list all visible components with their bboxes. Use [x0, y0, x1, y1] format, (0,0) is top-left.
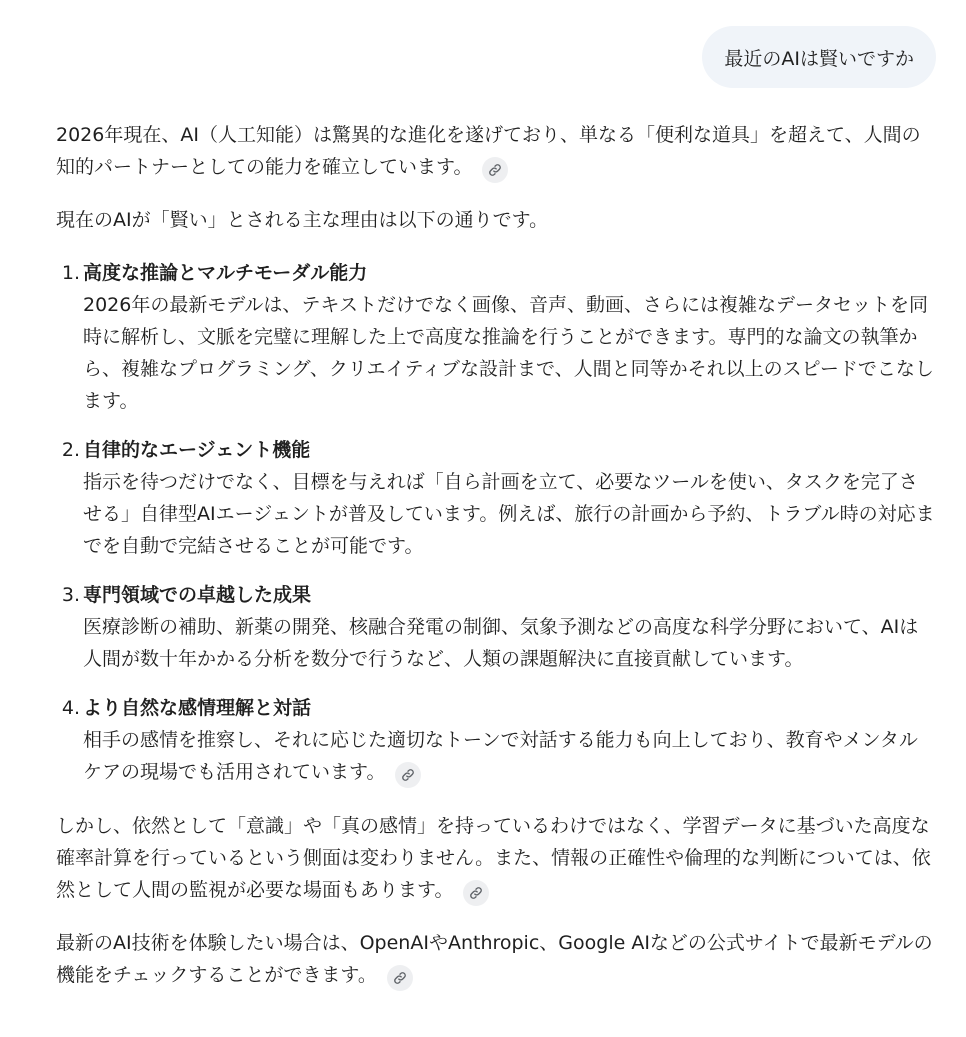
link-icon [393, 971, 407, 985]
list-item-title: 高度な推論とマルチモーダル能力 [83, 262, 368, 284]
list-item [56, 257, 936, 417]
citation-link-button[interactable] [482, 157, 508, 183]
link-icon [488, 163, 502, 177]
response-closing-text: 最新のAI技術を体験したい場合は、OpenAIやAnthropic、Google AIなどの公式サイトで最新モデルの機能をチェックすることができます。 [56, 932, 933, 986]
list-item [56, 579, 936, 675]
list-item [56, 434, 936, 562]
response-intro [56, 119, 936, 183]
response-caveat-text: しかし、依然として「意識」や「真の感情」を持っているわけではなく、学習データに基づいた高度な確率計算を行っているという側面は変わりません。また、情報の正確性や倫理的な判断については、依然として人間の監視が必要な場面もあります。 [56, 815, 931, 901]
list-item-number: 3. [61, 584, 80, 606]
list-item-title: 専門領域での卓越した成果 [83, 584, 312, 606]
list-item-body: 医療診断の補助、新薬の開発、核融合発電の制御、気象予測などの高度な科学分野において、AIは人間が数十年かかる分析を数分で行うなど、人類の課題解決に直接貢献しています。 [83, 616, 919, 670]
user-message-bubble [702, 26, 936, 88]
response-lead [56, 204, 936, 236]
citation-link-button[interactable] [395, 762, 421, 788]
response-lead-text: 現在のAIが「賢い」とされる主な理由は以下の通りです。 [56, 209, 549, 231]
list-item-body-text: 相手の感情を推察し、それに応じた適切なトーンで対話する能力も向上しており、教育やメンタルケアの現場でも活用されています。 [83, 729, 918, 783]
list-item [56, 692, 936, 788]
list-item-number: 2. [61, 439, 80, 461]
response-caveat [56, 810, 936, 906]
user-message-text: 最近のAIは賢いですか [724, 47, 914, 70]
list-item-body: 2026年の最新モデルは、テキストだけでなく画像、音声、動画、さらには複雑なデータセットを同時に解析し、文脈を完璧に理解した上で高度な推論を行うことができます。専門的な論文の執筆から、複雑なプログラミング、クリエイティブな設計まで、人間と同等かそれ以上のスピードでこなします。 [83, 294, 934, 412]
citation-link-button[interactable] [387, 965, 413, 991]
response-closing [56, 927, 936, 991]
list-item-body [83, 724, 936, 788]
assistant-response [56, 119, 936, 1012]
citation-link-button[interactable] [463, 880, 489, 906]
list-item-title: より自然な感情理解と対話 [83, 697, 312, 719]
list-item-number: 1. [61, 262, 80, 284]
list-item-number: 4. [61, 697, 80, 719]
list-item-body: 指示を待つだけでなく、目標を与えれば「自ら計画を立て、必要なツールを使い、タスクを完了させる」自律型AIエージェントが普及しています。例えば、旅行の計画から予約、トラブル時の対応までを自動で完結させることが可能です。 [83, 471, 935, 557]
link-icon [401, 768, 415, 782]
list-item-title: 自律的なエージェント機能 [83, 439, 311, 461]
reasons-list [56, 257, 936, 788]
response-intro-text: 2026年現在、AI（人工知能）は驚異的な進化を遂げており、単なる「便利な道具」を超えて、人間の知的パートナーとしての能力を確立しています。 [56, 124, 921, 178]
link-icon [469, 886, 483, 900]
